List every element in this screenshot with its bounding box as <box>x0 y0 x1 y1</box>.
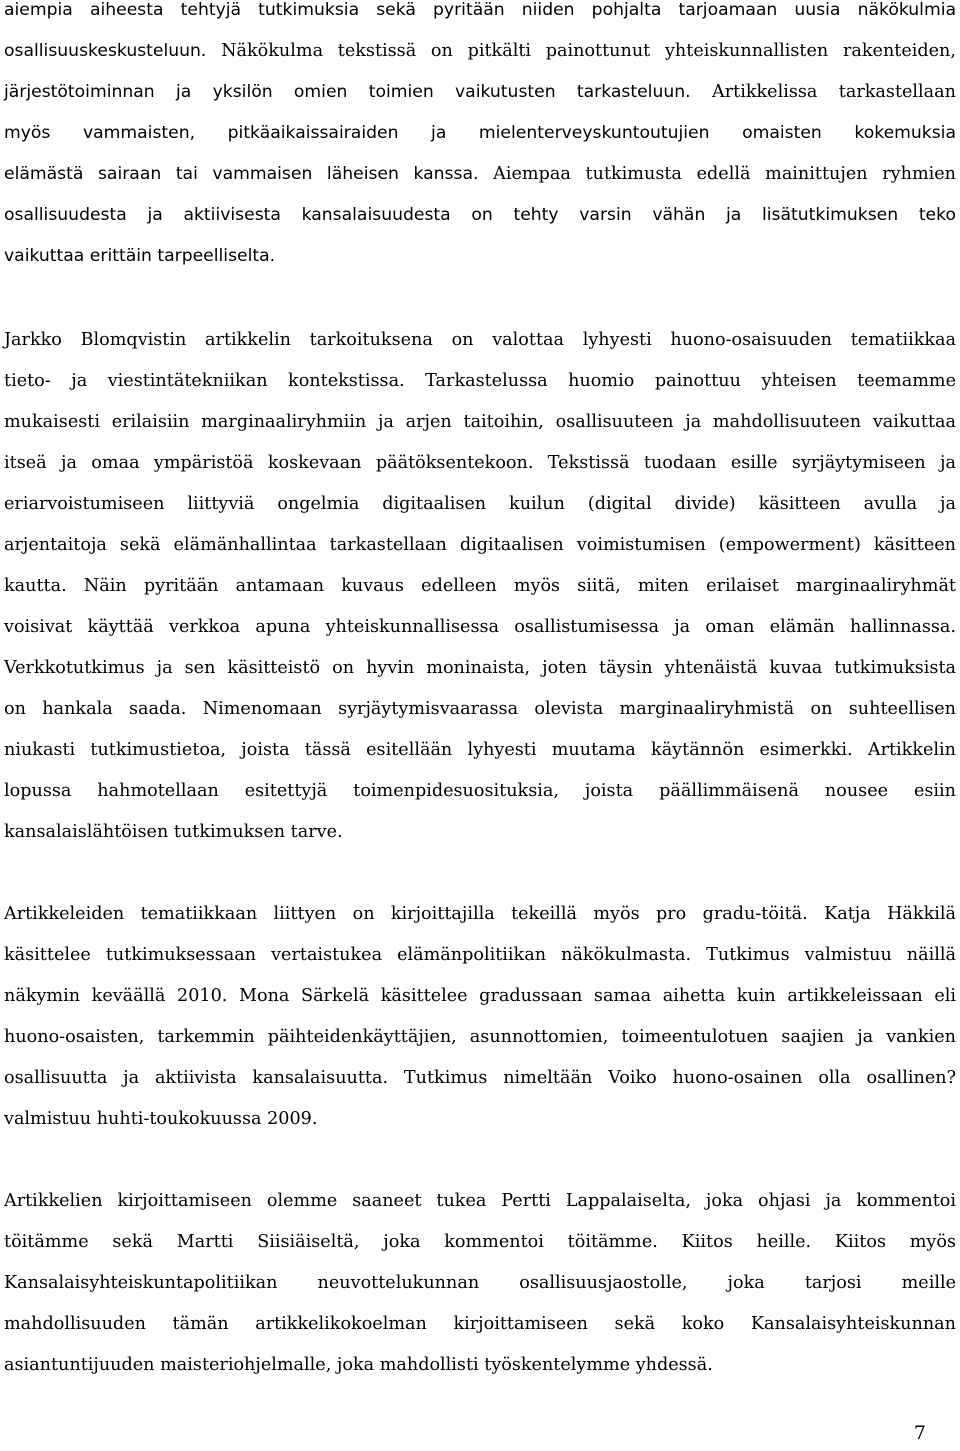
text-line <box>4 975 956 1016</box>
text-segment: arjentaitoja sekä elämänhallintaa tarkastellaan digitaalisen voimistumisen (empowerment) käsitteen <box>4 535 956 555</box>
text-segment: eriarvoistumiseen liittyviä ongelmia digitaalisen kuilun (digital divide) käsitteen avulla ja <box>4 494 956 514</box>
text-segment: asiantuntijuuden maisteriohjelmalle, joka mahdollisti työskentelymme yhdessä. <box>4 1355 713 1375</box>
text-segment: Näkökulma tekstissä on pitkälti painottunut yhteiskunnallisten rakenteiden, <box>206 41 956 61</box>
text-segment: on hankala saada. Nimenomaan syrjäytymisvaarassa olevista marginaaliryhmistä on suhteellisen <box>4 699 956 719</box>
text-segment: Jarkko Blomqvistin artikkelin tarkoituksena on valottaa lyhyesti huono-osaisuuden tematiikkaa <box>4 330 956 350</box>
text-line <box>4 1344 956 1385</box>
paragraph-acknowledgements <box>4 1180 956 1385</box>
text-segment: tieto- ja viestintätekniikan kontekstissa. Tarkastelussa huomio painottuu yhteisen teemamme <box>4 371 956 391</box>
text-line <box>4 1180 956 1221</box>
text-segment: Artikkelien kirjoittamiseen olemme saaneet tukea Pertti Lappalaiselta, joka ohjasi ja kommentoi <box>4 1191 956 1211</box>
text-segment: valmistuu huhti-toukokuussa 2009. <box>4 1109 318 1129</box>
text-segment: Aiempaa tutkimusta edellä mainittujen ryhmien <box>478 164 956 184</box>
text-segment: aiempia aiheesta tehtyjä tutkimuksia sekä pyritään niiden pohjalta tarjoamaan uusia näkökulmia <box>4 0 956 20</box>
text-line <box>4 688 956 729</box>
text-line <box>4 30 956 71</box>
text-segment: järjestötoiminnan ja yksilön omien toimien vaikutusten tarkasteluun. <box>4 82 691 102</box>
text-line <box>4 1303 956 1344</box>
text-line <box>4 565 956 606</box>
text-segment: lopussa hahmotellaan esitettyjä toimenpidesuosituksia, joista päällimmäisenä nousee esiin <box>4 781 956 801</box>
text-segment: mukaisesti erilaisiin marginaaliryhmiin ja arjen taitoihin, osallisuuteen ja mahdollisuuteen vaikuttaa <box>4 412 956 432</box>
text-line <box>4 647 956 688</box>
text-line <box>4 401 956 442</box>
page-number: 7 <box>913 1422 926 1444</box>
text-segment: myös vammaisten, pitkäaikaissairaiden ja mielenterveyskuntoutujien omaisten kokemuksia <box>4 123 956 143</box>
text-segment: Artikkeleiden tematiikkaan liittyen on kirjoittajilla tekeillä myös pro gradu-töitä. Katja Häkkilä <box>4 904 956 924</box>
text-line <box>4 194 956 235</box>
text-segment: itseä ja omaa ympäristöä koskevaan päätöksentekoon. Tekstissä tuodaan esille syrjäytymiseen ja <box>4 453 956 473</box>
text-segment: Verkkotutkimus ja sen käsitteistö on hyvin moninaista, joten täysin yhtenäistä kuvaa tutkimuksista <box>4 658 956 678</box>
text-line <box>4 606 956 647</box>
text-segment: Kansalaisyhteiskuntapolitiikan neuvottelukunnan osallisuusjaostolle, joka tarjosi meille <box>4 1273 956 1293</box>
text-line <box>4 319 956 360</box>
text-line <box>4 360 956 401</box>
text-segment: kautta. Näin pyritään antamaan kuvaus edelleen myös siitä, miten erilaiset marginaaliryhmät <box>4 576 956 596</box>
text-line <box>4 71 956 112</box>
text-line <box>4 483 956 524</box>
text-segment: vaikuttaa erittäin tarpeelliselta. <box>4 246 276 266</box>
text-line <box>4 1098 956 1139</box>
text-segment: niukasti tutkimustietoa, joista tässä esitellään lyhyesti muutama käytännön esimerkki. Artikkelin <box>4 740 956 760</box>
text-line <box>4 0 956 30</box>
text-line <box>4 934 956 975</box>
text-line <box>4 1016 956 1057</box>
paragraph-blomqvist-article <box>4 319 956 852</box>
text-segment: mahdollisuuden tämän artikkelikokoelman kirjoittamiseen sekä koko Kansalaisyhteiskunnan <box>4 1314 956 1334</box>
text-segment: voisivat käyttää verkkoa apuna yhteiskunnallisessa osallistumisessa ja oman elämän hallinnassa. <box>4 617 956 637</box>
text-segment: käsittelee tutkimuksessaan vertaistukea elämänpolitiikan näkökulmasta. Tutkimus valmistuu näillä <box>4 945 956 965</box>
text-line <box>4 770 956 811</box>
text-segment: kansalaislähtöisen tutkimuksen tarve. <box>4 822 343 842</box>
text-segment: elämästä sairaan tai vammaisen läheisen kanssa. <box>4 164 479 184</box>
paragraph-intro-continuation <box>4 0 956 276</box>
text-line <box>4 112 956 153</box>
text-segment: Artikkelissa tarkastellaan <box>690 82 956 102</box>
text-segment: näkymin keväällä 2010. Mona Särkelä käsittelee gradussaan samaa aihetta kuin artikkeleissaan eli <box>4 986 956 1006</box>
text-line <box>4 1221 956 1262</box>
text-segment: osallisuutta ja aktiivista kansalaisuutta. Tutkimus nimeltään Voiko huono-osainen olla osallinen? <box>4 1068 956 1088</box>
text-segment: osallisuuskeskusteluun. <box>4 41 207 61</box>
text-line <box>4 442 956 483</box>
text-line <box>4 524 956 565</box>
text-line <box>4 811 956 852</box>
text-line <box>4 235 956 276</box>
text-segment: töitämme sekä Martti Siisiäiseltä, joka kommentoi töitämme. Kiitos heille. Kiitos myös <box>4 1232 956 1252</box>
text-line <box>4 1057 956 1098</box>
text-line <box>4 1262 956 1303</box>
text-segment: huono-osaisten, tarkemmin päihteidenkäyttäjien, asunnottomien, toimeentulotuen saajien ja vankien <box>4 1027 956 1047</box>
text-segment: osallisuudesta ja aktiivisesta kansalaisuudesta on tehty varsin vähän ja lisätutkimuksen teko <box>4 205 956 225</box>
text-line <box>4 729 956 770</box>
text-line <box>4 153 956 194</box>
text-line <box>4 893 956 934</box>
paragraph-theses <box>4 893 956 1139</box>
